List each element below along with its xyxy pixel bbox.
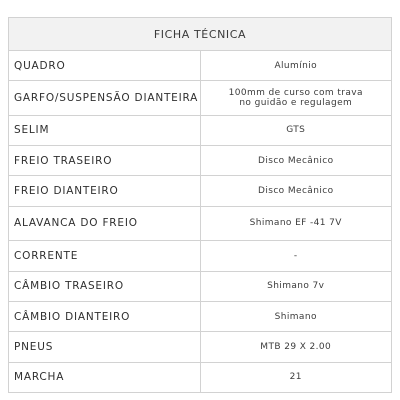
- table-row: [9, 176, 392, 206]
- table-row: [9, 81, 392, 115]
- spec-value: [200, 146, 392, 176]
- table-row: [9, 241, 392, 271]
- spec-label: MARCHA: [9, 362, 201, 392]
- spec-label: CORRENTE: [9, 241, 201, 271]
- spec-value: [200, 301, 392, 331]
- spec-value: [200, 271, 392, 301]
- spec-label: GARFO/SUSPENSÃO DIANTEIRA: [9, 81, 201, 115]
- spec-label: CÂMBIO TRASEIRO: [9, 271, 201, 301]
- spec-value: [200, 115, 392, 145]
- spec-label: FREIO TRASEIRO: [9, 146, 201, 176]
- spec-value-line: Shimano 7v: [267, 281, 325, 292]
- spec-label: FREIO DIANTEIRO: [9, 176, 201, 206]
- spec-value-line: MTB 29 X 2.00: [260, 341, 332, 352]
- spec-value-line: -: [293, 250, 298, 261]
- table-row: [9, 146, 392, 176]
- table-row: [9, 51, 392, 81]
- spec-value: [200, 81, 392, 115]
- spec-label: PNEUS: [9, 332, 201, 362]
- spec-value-line: Disco Mecânico: [258, 186, 334, 197]
- table-row: [9, 301, 392, 331]
- spec-label: QUADRO: [9, 51, 201, 81]
- spec-value: [200, 332, 392, 362]
- spec-value-line: GTS: [286, 125, 306, 136]
- table-row: [9, 206, 392, 240]
- spec-value-line: 100mm de curso com trava: [228, 88, 363, 99]
- table-row: [9, 115, 392, 145]
- spec-value: [200, 51, 392, 81]
- table-row: [9, 332, 392, 362]
- spec-value: [200, 241, 392, 271]
- table-row: [9, 362, 392, 392]
- table-header-row: [9, 18, 392, 51]
- spec-label: SELIM: [9, 115, 201, 145]
- spec-table: [8, 17, 392, 393]
- spec-value-line: Disco Mecânico: [258, 155, 334, 166]
- spec-value: [200, 176, 392, 206]
- spec-value-line: no guidão e regulagem: [239, 98, 353, 109]
- spec-label: CÂMBIO DIANTEIRO: [9, 301, 201, 331]
- spec-value-line: Shimano EF -41 7V: [249, 218, 342, 229]
- spec-value-line: Alumínio: [274, 60, 318, 71]
- spec-value-line: Shimano: [274, 311, 317, 322]
- spec-value: [200, 206, 392, 240]
- table-row: [9, 271, 392, 301]
- table-title: FICHA TÉCNICA: [9, 18, 392, 51]
- spec-value-line: 21: [289, 372, 302, 383]
- spec-label: ALAVANCA DO FREIO: [9, 206, 201, 240]
- spec-value: [200, 362, 392, 392]
